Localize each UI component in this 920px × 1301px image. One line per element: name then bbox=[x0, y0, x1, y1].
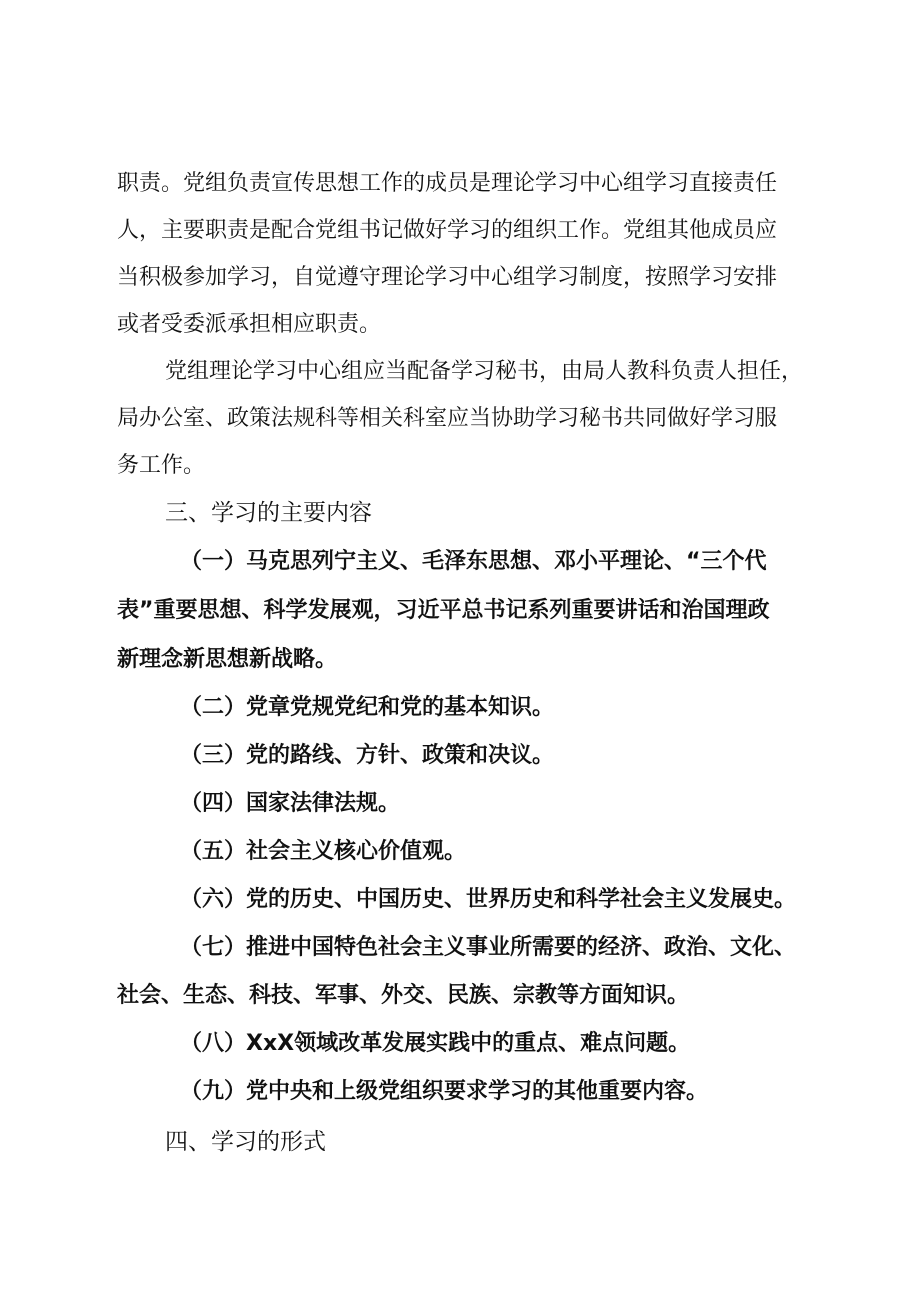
list-item: （八）XxX领域改革发展实践中的重点、难点问题。 bbox=[180, 1031, 691, 1056]
list-item: （四）国家法律法规。 bbox=[180, 791, 401, 816]
list-item: 社会、生态、科技、军事、外交、民族、宗教等方面知识。 bbox=[117, 983, 690, 1008]
list-item: 新理念新思想新战略。 bbox=[117, 647, 338, 672]
list-item: （一）马克思列宁主义、毛泽东思想、邓小平理论、“三个代 bbox=[180, 549, 767, 574]
list-item: （五）社会主义核心价值观。 bbox=[180, 839, 467, 864]
list-item: 表”重要思想、科学发展观，习近平总书记系列重要讲话和治国理政 bbox=[117, 598, 770, 623]
section-heading: 四、学习的形式 bbox=[165, 1129, 326, 1155]
paragraph-line: 局办公室、政策法规科等相关科室应当协助学习秘书共同做好学习服 bbox=[117, 406, 778, 431]
list-item: （二）党章党规党纪和党的基本知识。 bbox=[180, 695, 555, 720]
section-heading: 三、学习的主要内容 bbox=[165, 500, 372, 526]
paragraph-line: 职责。党组负责宣传思想工作的成员是理论学习中心组学习直接责任 bbox=[117, 171, 778, 196]
list-item: （七）推进中国特色社会主义事业所需要的经济、政治、文化、 bbox=[180, 935, 797, 960]
paragraph-line: 务工作。 bbox=[117, 453, 206, 478]
list-item: （三）党的路线、方针、政策和决议。 bbox=[180, 743, 555, 768]
paragraph-line: 党组理论学习中心组应当配备学习秘书，由局人教科负责人担任， bbox=[165, 359, 804, 384]
list-item: （九）党中央和上级党组织要求学习的其他重要内容。 bbox=[180, 1079, 709, 1104]
paragraph-line: 人，主要职责是配合党组书记做好学习的组织工作。党组其他成员应 bbox=[117, 218, 778, 243]
paragraph-line: 或者受委派承担相应职责。 bbox=[117, 312, 382, 337]
paragraph-line: 当积极参加学习，自觉遵守理论学习中心组学习制度，按照学习安排 bbox=[117, 265, 778, 290]
list-item: （六）党的历史、中国历史、世界历史和科学社会主义发展史。 bbox=[180, 887, 797, 912]
